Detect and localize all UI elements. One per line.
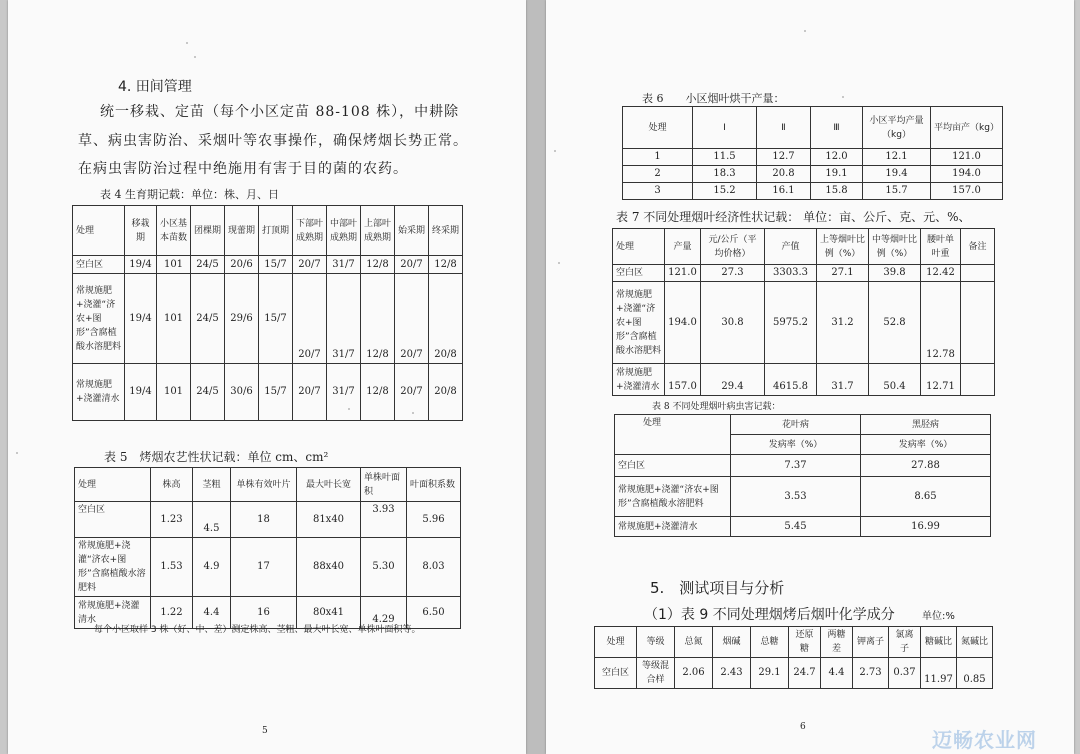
t7-cell: 3303.3 (765, 265, 817, 282)
t5-header-cell: 最大叶长宽 (297, 468, 361, 502)
t7-cell: 空白区 (613, 265, 665, 282)
t8-header-rate-2: 发病率（%） (861, 435, 991, 455)
t5-cell: 4.4 (193, 597, 231, 629)
t4-cell: 19/4 (125, 256, 157, 274)
t4-cell: 空白区 (73, 256, 125, 274)
table-row (613, 265, 995, 282)
t4-cell: 常规施肥+浇灌“济农+图形”含腐植酸水溶肥料 (73, 274, 125, 364)
t4-cell: 31/7 (327, 274, 361, 364)
t4-cell: 101 (157, 274, 191, 364)
table-row (623, 149, 1003, 166)
t4-cell: 20/7 (395, 274, 429, 364)
t9-header-cell: 处理 (595, 627, 637, 658)
t6-cell: 11.5 (693, 149, 757, 166)
table-row (615, 477, 991, 517)
t7-cell: 31.2 (817, 282, 869, 364)
t7-cell (961, 364, 995, 396)
t5-cell: 3.93 (361, 502, 407, 538)
table-9-chemical-composition (594, 626, 993, 689)
t5-cell: 8.03 (407, 538, 461, 597)
table-5-agronomic-traits (74, 467, 461, 629)
t4-cell: 15/7 (259, 256, 293, 274)
t7-cell (961, 282, 995, 364)
t4-cell: 12/8 (361, 364, 395, 421)
t9-header-cell: 氯离子 (889, 627, 921, 658)
t6-cell: 15.8 (811, 183, 863, 200)
t5-cell: 5.96 (407, 502, 461, 538)
t4-cell: 15/7 (259, 274, 293, 364)
table-8-caption: 表 8 不同处理烟叶病虫害记载： (652, 402, 781, 412)
table-row (73, 364, 463, 421)
t8-header-rate-1: 发病率（%） (731, 435, 861, 455)
t9-cell: 等级混合样 (637, 658, 675, 689)
t9-header-cell: 等级 (637, 627, 675, 658)
t7-cell: 157.0 (665, 364, 701, 396)
table-9-title: （1）表 9 不同处理烟烤后烟叶化学成分 (644, 607, 895, 623)
t8-cell: 常规施肥+浇灌“济农+图形”含腐植酸水溶肥料 (615, 477, 731, 517)
t9-cell: 0.85 (957, 658, 993, 689)
t8-cell: 常规施肥+浇灌清水 (615, 517, 731, 537)
t5-cell: 4.29 (361, 597, 407, 629)
t5-cell: 17 (231, 538, 297, 597)
t7-header-cell: 腰叶单叶重 (921, 229, 961, 265)
t9-header-cell: 还原糖 (789, 627, 821, 658)
t8-header-treatment: 处理 (615, 415, 731, 455)
t8-cell: 16.99 (861, 517, 991, 537)
t5-cell: 常规施肥+浇灌清水 (75, 597, 151, 629)
t7-cell: 39.8 (869, 265, 921, 282)
t6-header-cell: Ⅱ (757, 107, 811, 149)
t6-cell: 19.4 (863, 166, 931, 183)
table-6-header-row (623, 107, 1003, 149)
t5-cell: 1.53 (151, 538, 193, 597)
t8-cell: 3.53 (731, 477, 861, 517)
t4-cell: 20/6 (225, 256, 259, 274)
t4-cell: 20/7 (293, 364, 327, 421)
t6-cell: 194.0 (931, 166, 1003, 183)
table-row (75, 502, 461, 538)
t6-header-cell: 小区平均产量（kg） (863, 107, 931, 149)
table-row (73, 274, 463, 364)
t6-cell: 16.1 (757, 183, 811, 200)
t6-cell: 3 (623, 183, 693, 200)
t6-header-cell: 平均亩产（kg） (931, 107, 1003, 149)
t4-cell: 30/6 (225, 364, 259, 421)
scan-speck (348, 408, 350, 410)
table-4-growth-period (72, 205, 463, 421)
table-9-header-row (595, 627, 993, 658)
t5-cell: 4.5 (193, 502, 231, 538)
t5-cell: 4.9 (193, 538, 231, 597)
t9-cell: 4.4 (821, 658, 853, 689)
t7-header-cell: 中等烟叶比例（%） (869, 229, 921, 265)
t7-cell: 12.71 (921, 364, 961, 396)
t6-header-cell: 处理 (623, 107, 693, 149)
t4-cell: 20/7 (293, 256, 327, 274)
scan-speck (186, 42, 188, 44)
t4-cell: 24/5 (191, 256, 225, 274)
table-row (595, 658, 993, 689)
t8-cell: 5.45 (731, 517, 861, 537)
t6-cell: 2 (623, 166, 693, 183)
t4-cell: 20/7 (395, 364, 429, 421)
t7-cell (961, 265, 995, 282)
t4-header-cell: 上部叶成熟期 (361, 206, 395, 256)
t5-header-cell: 叶面积系数 (407, 468, 461, 502)
t7-cell: 50.4 (869, 364, 921, 396)
t6-header-cell: Ⅲ (811, 107, 863, 149)
t6-cell: 12.7 (757, 149, 811, 166)
scan-speck (194, 56, 196, 58)
table-7-caption: 表 7 不同处理烟叶经济性状记载： 单位：亩、公斤、克、元、%、 (616, 210, 971, 224)
t9-cell: 2.06 (675, 658, 713, 689)
table-row (613, 364, 995, 396)
t4-cell: 常规施肥+浇灌清水 (73, 364, 125, 421)
t4-header-cell: 小区基本苗数 (157, 206, 191, 256)
t4-cell: 12/8 (361, 256, 395, 274)
t9-cell: 11.97 (921, 658, 957, 689)
t4-header-cell: 终采期 (429, 206, 463, 256)
t4-cell: 24/5 (191, 364, 225, 421)
t7-header-cell: 备注 (961, 229, 995, 265)
table-7-header-row (613, 229, 995, 265)
t7-cell: 27.1 (817, 265, 869, 282)
scan-speck (558, 262, 560, 264)
table-4-caption: 表 4 生育期记载：单位：株、月、日 (100, 188, 279, 201)
left-page (8, 0, 526, 754)
t8-header-disease-1: 花叶病 (731, 415, 861, 435)
t7-cell: 5975.2 (765, 282, 817, 364)
table-6-caption: 表 6 小区烟叶烘干产量： (642, 92, 785, 105)
section-4-paragraph-line-3: 在病虫害防治过程中绝施用有害于目的菌的农药。 (78, 161, 408, 177)
right-page (546, 0, 1074, 754)
t6-header-cell: Ⅰ (693, 107, 757, 149)
t4-cell: 19/4 (125, 274, 157, 364)
t5-header-cell: 株高 (151, 468, 193, 502)
t5-cell: 18 (231, 502, 297, 538)
t6-cell: 12.0 (811, 149, 863, 166)
t9-header-cell: 总氮 (675, 627, 713, 658)
t4-cell: 20/7 (395, 256, 429, 274)
t4-header-cell: 移栽期 (125, 206, 157, 256)
t5-header-cell: 单株叶面积 (361, 468, 407, 502)
t6-cell: 20.8 (757, 166, 811, 183)
t4-cell: 20/8 (429, 364, 463, 421)
t4-header-cell: 中部叶成熟期 (327, 206, 361, 256)
t7-cell: 29.4 (701, 364, 765, 396)
scan-speck (554, 150, 556, 152)
t5-cell: 1.22 (151, 597, 193, 629)
table-5-caption: 表 5 烤烟农艺性状记载：单位 cm、cm² (104, 450, 329, 464)
t5-header-cell: 单株有效叶片 (231, 468, 297, 502)
table-8-pest-disease (614, 414, 991, 537)
table-row (615, 517, 991, 537)
t7-cell: 4615.8 (765, 364, 817, 396)
t7-header-cell: 元/公斤（平均价格） (701, 229, 765, 265)
table-row (613, 282, 995, 364)
t4-header-cell: 团棵期 (191, 206, 225, 256)
t5-cell: 常规施肥+浇灌“济农+图形”含腐植酸水溶肥料 (75, 538, 151, 597)
t9-cell: 29.1 (751, 658, 789, 689)
t7-cell: 52.8 (869, 282, 921, 364)
t6-cell: 12.1 (863, 149, 931, 166)
scan-speck (16, 452, 18, 454)
t9-header-cell: 总糖 (751, 627, 789, 658)
t4-cell: 29/6 (225, 274, 259, 364)
watermark-logo-text: 迈畅农业网 (932, 728, 1037, 752)
page-gutter (526, 0, 546, 754)
section-4-title: 4. 田间管理 (118, 79, 192, 95)
t7-cell: 194.0 (665, 282, 701, 364)
t4-cell: 12/8 (429, 256, 463, 274)
table-row (615, 455, 991, 477)
t7-header-cell: 产量 (665, 229, 701, 265)
t9-cell: 空白区 (595, 658, 637, 689)
t4-cell: 19/4 (125, 364, 157, 421)
t5-header-cell: 茎粗 (193, 468, 231, 502)
t6-cell: 157.0 (931, 183, 1003, 200)
t9-header-cell: 氮碱比 (957, 627, 993, 658)
t7-cell: 12.78 (921, 282, 961, 364)
t5-cell: 81x40 (297, 502, 361, 538)
t4-cell: 20/7 (293, 274, 327, 364)
t4-header-cell: 始采期 (395, 206, 429, 256)
t4-header-cell: 现蕾期 (225, 206, 259, 256)
t9-header-cell: 烟碱 (713, 627, 751, 658)
t4-cell: 15/7 (259, 364, 293, 421)
scan-speck (842, 96, 844, 98)
t7-cell: 121.0 (665, 265, 701, 282)
t9-cell: 24.7 (789, 658, 821, 689)
t7-header-cell: 处理 (613, 229, 665, 265)
table-7-economic-traits (612, 228, 995, 396)
t4-cell: 101 (157, 256, 191, 274)
t6-cell: 121.0 (931, 149, 1003, 166)
t4-cell: 31/7 (327, 364, 361, 421)
t9-header-cell: 两糖差 (821, 627, 853, 658)
t4-header-cell: 打顶期 (259, 206, 293, 256)
t4-cell: 31/7 (327, 256, 361, 274)
t5-cell: 88x40 (297, 538, 361, 597)
t9-cell: 0.37 (889, 658, 921, 689)
t7-cell: 12.42 (921, 265, 961, 282)
table-8-header-row (615, 415, 991, 435)
t8-cell: 8.65 (861, 477, 991, 517)
t8-cell: 空白区 (615, 455, 731, 477)
t4-cell: 20/8 (429, 274, 463, 364)
scan-speck (804, 30, 806, 32)
t8-cell: 27.88 (861, 455, 991, 477)
t9-header-cell: 钾离子 (853, 627, 889, 658)
t7-header-cell: 产值 (765, 229, 817, 265)
table-5-header-row (75, 468, 461, 502)
table-9-unit: 单位:% (922, 611, 955, 622)
table-4-header-row (73, 206, 463, 256)
t4-header-cell: 处理 (73, 206, 125, 256)
table-5-note: 每个小区取样 3 株（好、中、差）测定株高、茎粗、最大叶长宽、单株叶面积等。 (94, 625, 421, 635)
t4-cell: 101 (157, 364, 191, 421)
t7-cell: 27.3 (701, 265, 765, 282)
t6-cell: 19.1 (811, 166, 863, 183)
t5-cell: 空白区 (75, 502, 151, 538)
t6-cell: 15.2 (693, 183, 757, 200)
t9-cell: 2.73 (853, 658, 889, 689)
section-5-title: 5. 测试项目与分析 (650, 579, 785, 597)
table-row (73, 256, 463, 274)
t7-cell: 31.7 (817, 364, 869, 396)
t4-cell: 12/8 (361, 274, 395, 364)
t5-cell: 6.50 (407, 597, 461, 629)
t7-cell: 常规施肥+浇灌清水 (613, 364, 665, 396)
t5-cell: 5.30 (361, 538, 407, 597)
t9-cell: 2.43 (713, 658, 751, 689)
t4-cell: 24/5 (191, 274, 225, 364)
t5-cell: 1.23 (151, 502, 193, 538)
t6-cell: 1 (623, 149, 693, 166)
page-number-left: 5 (262, 726, 268, 736)
t4-header-cell: 下部叶成熟期 (293, 206, 327, 256)
t8-header-disease-2: 黑胫病 (861, 415, 991, 435)
page-number-right: 6 (800, 722, 806, 732)
t8-cell: 7.37 (731, 455, 861, 477)
t5-header-cell: 处理 (75, 468, 151, 502)
t5-cell: 80x41 (297, 597, 361, 629)
t6-cell: 18.3 (693, 166, 757, 183)
t9-header-cell: 糖碱比 (921, 627, 957, 658)
section-4-paragraph-line-2: 草、病虫害防治、采烟叶等农事操作，确保烤烟长势正常。 (78, 133, 468, 149)
t6-cell: 15.7 (863, 183, 931, 200)
table-row (623, 183, 1003, 200)
scan-speck (412, 412, 414, 414)
table-6-dry-yield (622, 106, 1003, 200)
table-row (623, 166, 1003, 183)
section-4-paragraph-line-1: 统一移栽、定苗（每个小区定苗 88-108 株），中耕除 (100, 104, 460, 120)
t7-cell: 常规施肥+浇灌“济农+图形”含腐植酸水溶肥料 (613, 282, 665, 364)
t7-header-cell: 上等烟叶比例（%） (817, 229, 869, 265)
t7-cell: 30.8 (701, 282, 765, 364)
table-row (75, 538, 461, 597)
t5-cell: 16 (231, 597, 297, 629)
